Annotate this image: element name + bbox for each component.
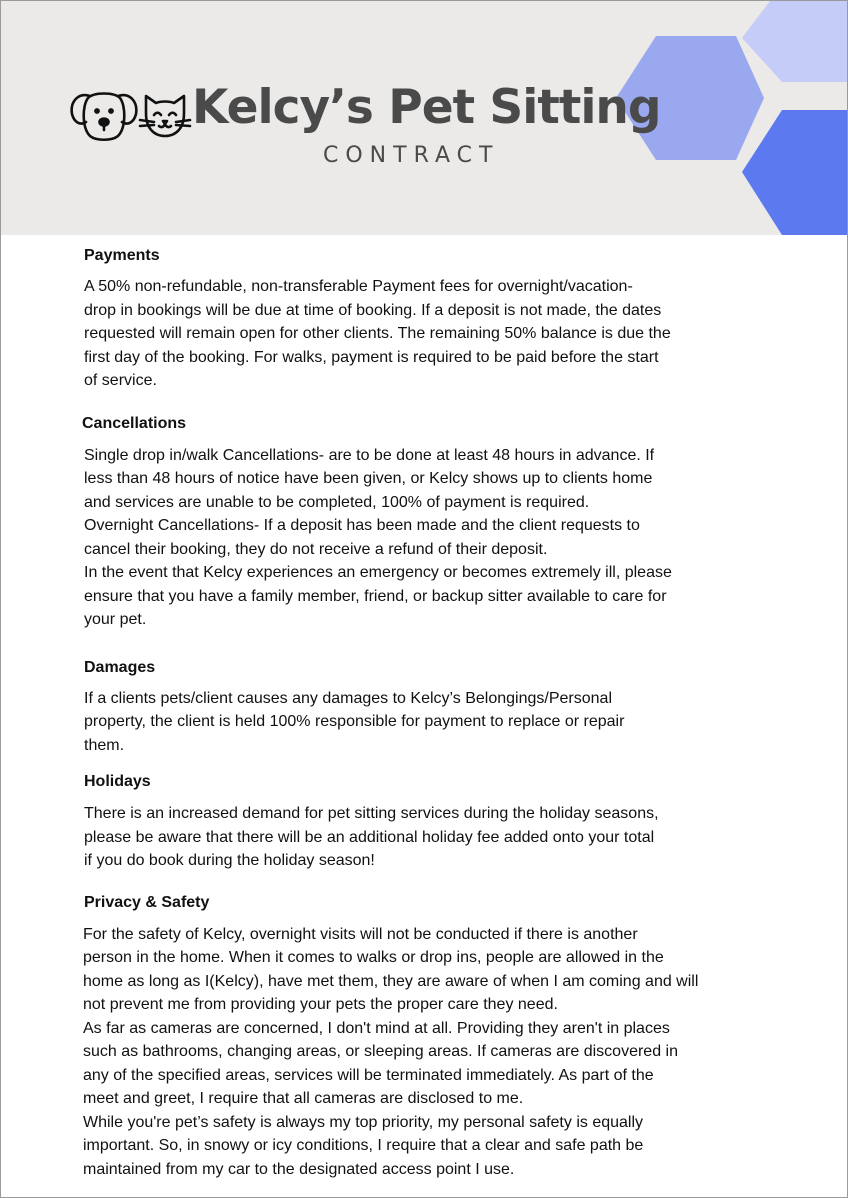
text-line: Single drop in/walk Cancellations- are to be done at least 48 hours in advance. If [84, 446, 655, 464]
section-text-holidays [82, 802, 792, 873]
pet-logo [68, 88, 192, 144]
text-line: In the event that Kelcy experiences an emergency or becomes extremely ill, please [84, 564, 672, 581]
text-line: drop in bookings will be due at time of booking. If a deposit is not made, the dates [84, 301, 662, 319]
text-line: of service. [84, 372, 157, 389]
section-damages [82, 657, 792, 758]
section-text-privacy-safety [82, 923, 795, 1182]
text-line: cancel their booking, they do not receive a refund of their deposit. [84, 540, 548, 558]
text-line: please be aware that there will be an additional holiday fee added onto your total [84, 828, 655, 846]
text-line: your pet. [84, 611, 147, 628]
text-line: ensure that you have a family member, friend, or backup sitter available to care for [84, 587, 667, 605]
hexagon-dark [742, 110, 848, 235]
text-line: As far as cameras are concerned, I don't mind at all. Providing they aren't in places [83, 1019, 670, 1037]
section-heading-damages: Damages [84, 658, 156, 676]
section-heading-payments: Payments [84, 247, 160, 264]
text-line: them. [84, 736, 125, 754]
text-line: home as long as I(Kelcy), have met them, they are aware of when I am coming and will [83, 972, 699, 990]
contract-body [82, 245, 792, 1181]
hexagon-light [742, 0, 848, 82]
section-text-damages [82, 687, 792, 758]
text-line: While you're pet’s safety is always my top priority, my personal safety is equally [83, 1113, 644, 1131]
text-line: first day of the booking. For walks, payment is required to be paid before the start [84, 348, 659, 366]
text-line: If a clients pets/client causes any damages to Kelcy’s Belongings/Personal [84, 689, 612, 707]
section-privacy-safety [82, 892, 792, 1182]
text-line: For the safety of Kelcy, overnight visits will not be conducted if there is another [83, 925, 638, 943]
text-line: There is an increased demand for pet sitting services during the holiday seasons, [84, 805, 659, 822]
section-heading-holidays: Holidays [84, 773, 151, 790]
text-line: important. So, in snowy or icy conditions, I require that a clear and safe path be [83, 1137, 644, 1154]
section-heading-cancellations: Cancellations [82, 414, 187, 432]
section-heading-privacy-safety: Privacy & Safety [84, 893, 210, 911]
section-cancellations [82, 413, 792, 632]
text-line: such as bathrooms, changing areas, or sleeping areas. If cameras are discovered in [83, 1043, 678, 1060]
text-line: A 50% non-refundable, non-transferable Payment fees for overnight/vacation- [84, 278, 633, 295]
text-line: requested will remain open for other clients. The remaining 50% balance is due the [84, 325, 671, 342]
text-line: property, the client is held 100% responsible for payment to replace or repair [84, 713, 625, 730]
text-line: maintained from my car to the designated access point I use. [83, 1160, 515, 1178]
page-title: Kelcy’s Pet Sitting [192, 80, 661, 135]
text-line: if you do book during the holiday season! [84, 852, 375, 869]
cat-icon [140, 96, 190, 136]
section-text-cancellations [82, 444, 792, 632]
section-payments [84, 245, 792, 393]
text-line: person in the home. When it comes to walks or drop ins, people are allowed in the [83, 949, 664, 966]
text-line: not prevent me from providing your pets the proper care they need. [83, 996, 558, 1013]
text-line: less than 48 hours of notice have been given, or Kelcy shows up to clients home [84, 470, 653, 487]
header-band [0, 0, 848, 235]
dog-icon [72, 94, 137, 140]
page-subtitle: CONTRACT [323, 143, 500, 168]
text-line: meet and greet, I require that all cameras are disclosed to me. [83, 1090, 524, 1107]
section-holidays [82, 771, 792, 873]
text-line: Overnight Cancellations- If a deposit has been made and the client requests to [84, 517, 640, 534]
section-text-payments [84, 275, 792, 393]
text-line: and services are unable to be completed, 100% of payment is required. [84, 493, 590, 511]
text-line: any of the specified areas, services will be terminated immediately. As part of the [83, 1066, 654, 1084]
